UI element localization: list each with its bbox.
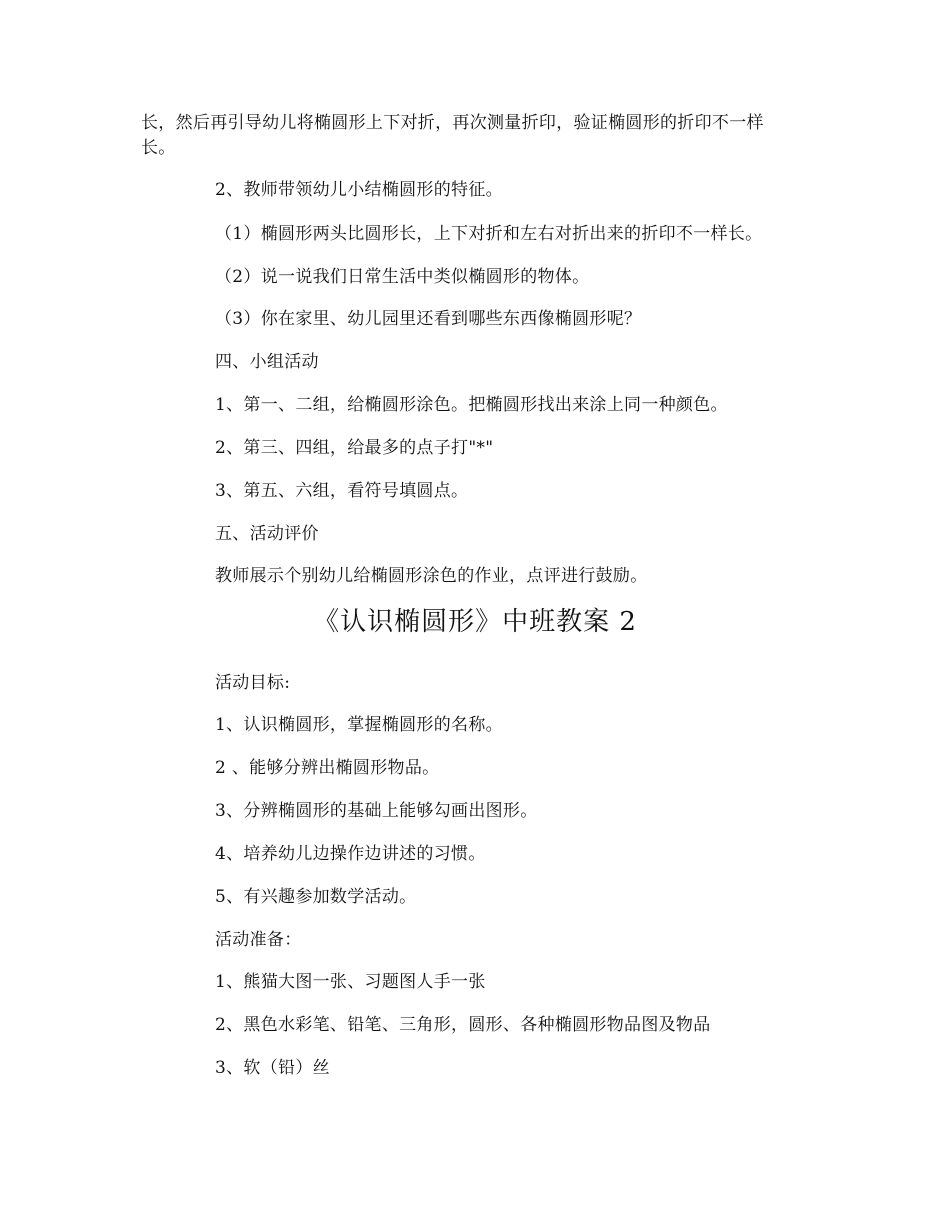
goal-item: 3、分辨椭圆形的基础上能够勾画出图形。 (215, 801, 538, 821)
feature-point-2: （2）说一说我们日常生活中类似椭圆形的物体。 (215, 267, 590, 287)
preparation-item: 2、黑色水彩笔、铅笔、三角形，圆形、各种椭圆形物品图及物品 (215, 1015, 711, 1035)
paragraph-continuation-line-1: 长，然后再引导幼儿将椭圆形上下对折，再次测量折印，验证椭圆形的折印不一样 (141, 113, 764, 133)
preparation-item: 1、熊猫大图一张、习题图人手一张 (215, 972, 486, 992)
goal-item: 4、培养幼儿边操作边讲述的习惯。 (215, 844, 486, 864)
preparation-item: 3、软（铅）丝 (215, 1058, 330, 1078)
goals-heading: 活动目标: (215, 673, 291, 693)
feature-point-1: （1）椭圆形两头比圆形长，上下对折和左右对折出来的折印不一样长。 (215, 224, 763, 244)
preparation-heading: 活动准备： (215, 930, 302, 950)
feature-point-3: （3）你在家里、幼儿园里还看到哪些东西像椭圆形呢？ (215, 309, 642, 329)
group-activity-3: 3、第五、六组，看符号填圆点。 (215, 481, 469, 501)
group-activity-2: 2、第三、四组，给最多的点子打"*" (215, 438, 494, 458)
goal-item: 1、认识椭圆形，掌握椭圆形的名称。 (215, 715, 503, 735)
goal-item: 5、有兴趣参加数学活动。 (215, 887, 417, 907)
evaluation-paragraph: 教师展示个别幼儿给椭圆形涂色的作业，点评进行鼓励。 (215, 566, 648, 586)
paragraph-continuation-line-2: 长。 (141, 138, 176, 158)
section-4-heading: 四、小组活动 (215, 352, 319, 372)
group-activity-1: 1、第一、二组，给椭圆形涂色。把椭圆形找出来涂上同一种颜色。 (215, 395, 728, 415)
goal-item: 2 、能够分辨出椭圆形物品。 (215, 758, 440, 778)
lesson-plan-title: 《认识椭圆形》中班教案 2 (313, 607, 637, 637)
section-5-heading: 五、活动评价 (215, 524, 319, 544)
step-2-line: 2、教师带领幼儿小结椭圆形的特征。 (215, 180, 503, 200)
